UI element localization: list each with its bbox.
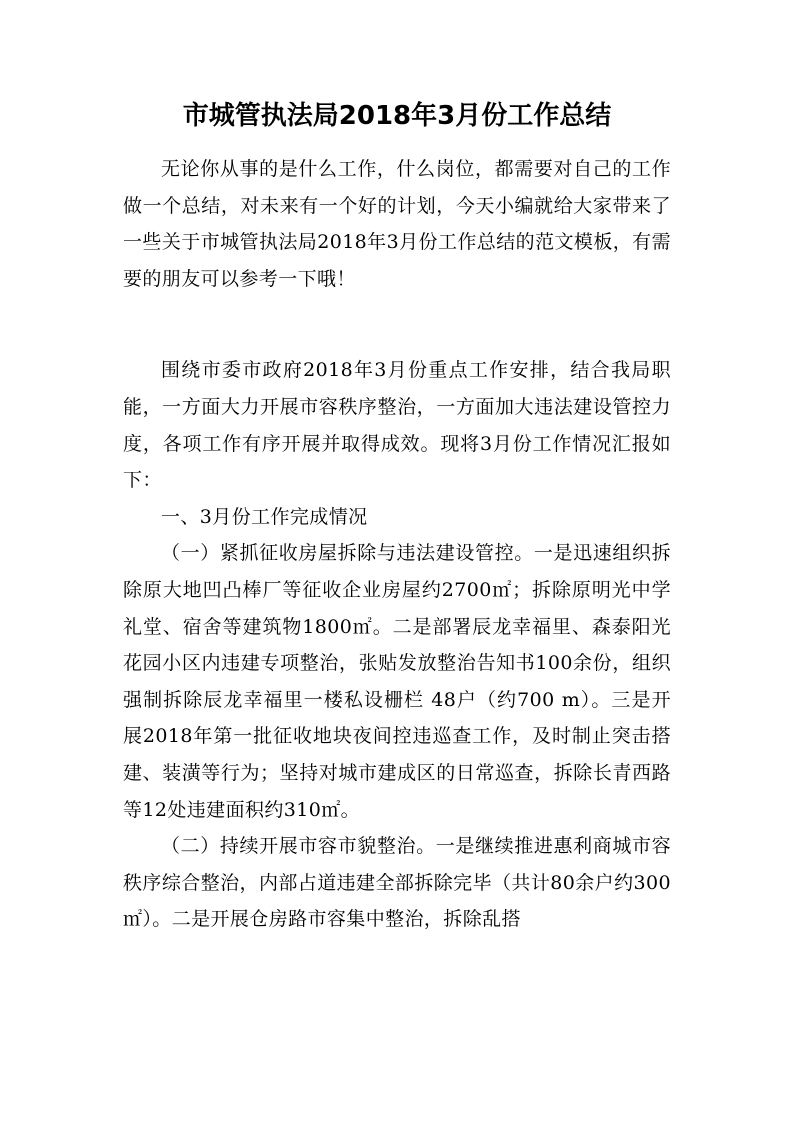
overview-paragraph: 围绕市委市政府2018年3月份重点工作安排，结合我局职能，一方面大力开展市容秩序整治，一方面加大违法建设管控力度，各项工作有序开展并取得成效。现将3月份工作情况汇报如下： bbox=[123, 359, 671, 492]
section-heading: 一、3月份工作完成情况 bbox=[161, 505, 368, 528]
subsection-2-paragraph: （二）持续开展市容市貌整治。一是继续推进惠利商城市容秩序综合整治，内部占道违建全部拆除完毕（共计80余户约300㎡）。二是开展仓房路市容集中整治，拆除乱搭 bbox=[123, 835, 671, 931]
intro-paragraph: 无论你从事的是什么工作，什么岗位，都需要对自己的工作做一个总结，对未来有一个好的计划，今天小编就给大家带来了一些关于市城管执法局2018年3月份工作总结的范文模板，有需要的朋友可以参考一下哦！ bbox=[123, 158, 671, 290]
subsection-1-paragraph: （一）紧抓征收房屋拆除与违法建设管控。一是迅速组织拆除原大地凹凸棒厂等征收企业房屋约2700㎡；拆除原明光中学礼堂、宿舍等建筑物1800㎡。二是部署辰龙幸福里、森泰阳光花园小区内违建专项整治，张贴发放整治告知书100余份，组织强制拆除辰龙幸福里一楼私设栅栏 48户（约700 m）。三是开展2018年第一批征收地块夜间控违巡查工作，及时制止突击搭建、装潢等行为；坚持对城市建成区的日常巡查，拆除长青西路等12处违建面积约310㎡。 bbox=[123, 542, 671, 821]
paragraph-spacer bbox=[123, 297, 671, 352]
document-title: 市城管执法局2018年3月份工作总结 bbox=[182, 101, 612, 131]
document-body bbox=[123, 151, 671, 938]
